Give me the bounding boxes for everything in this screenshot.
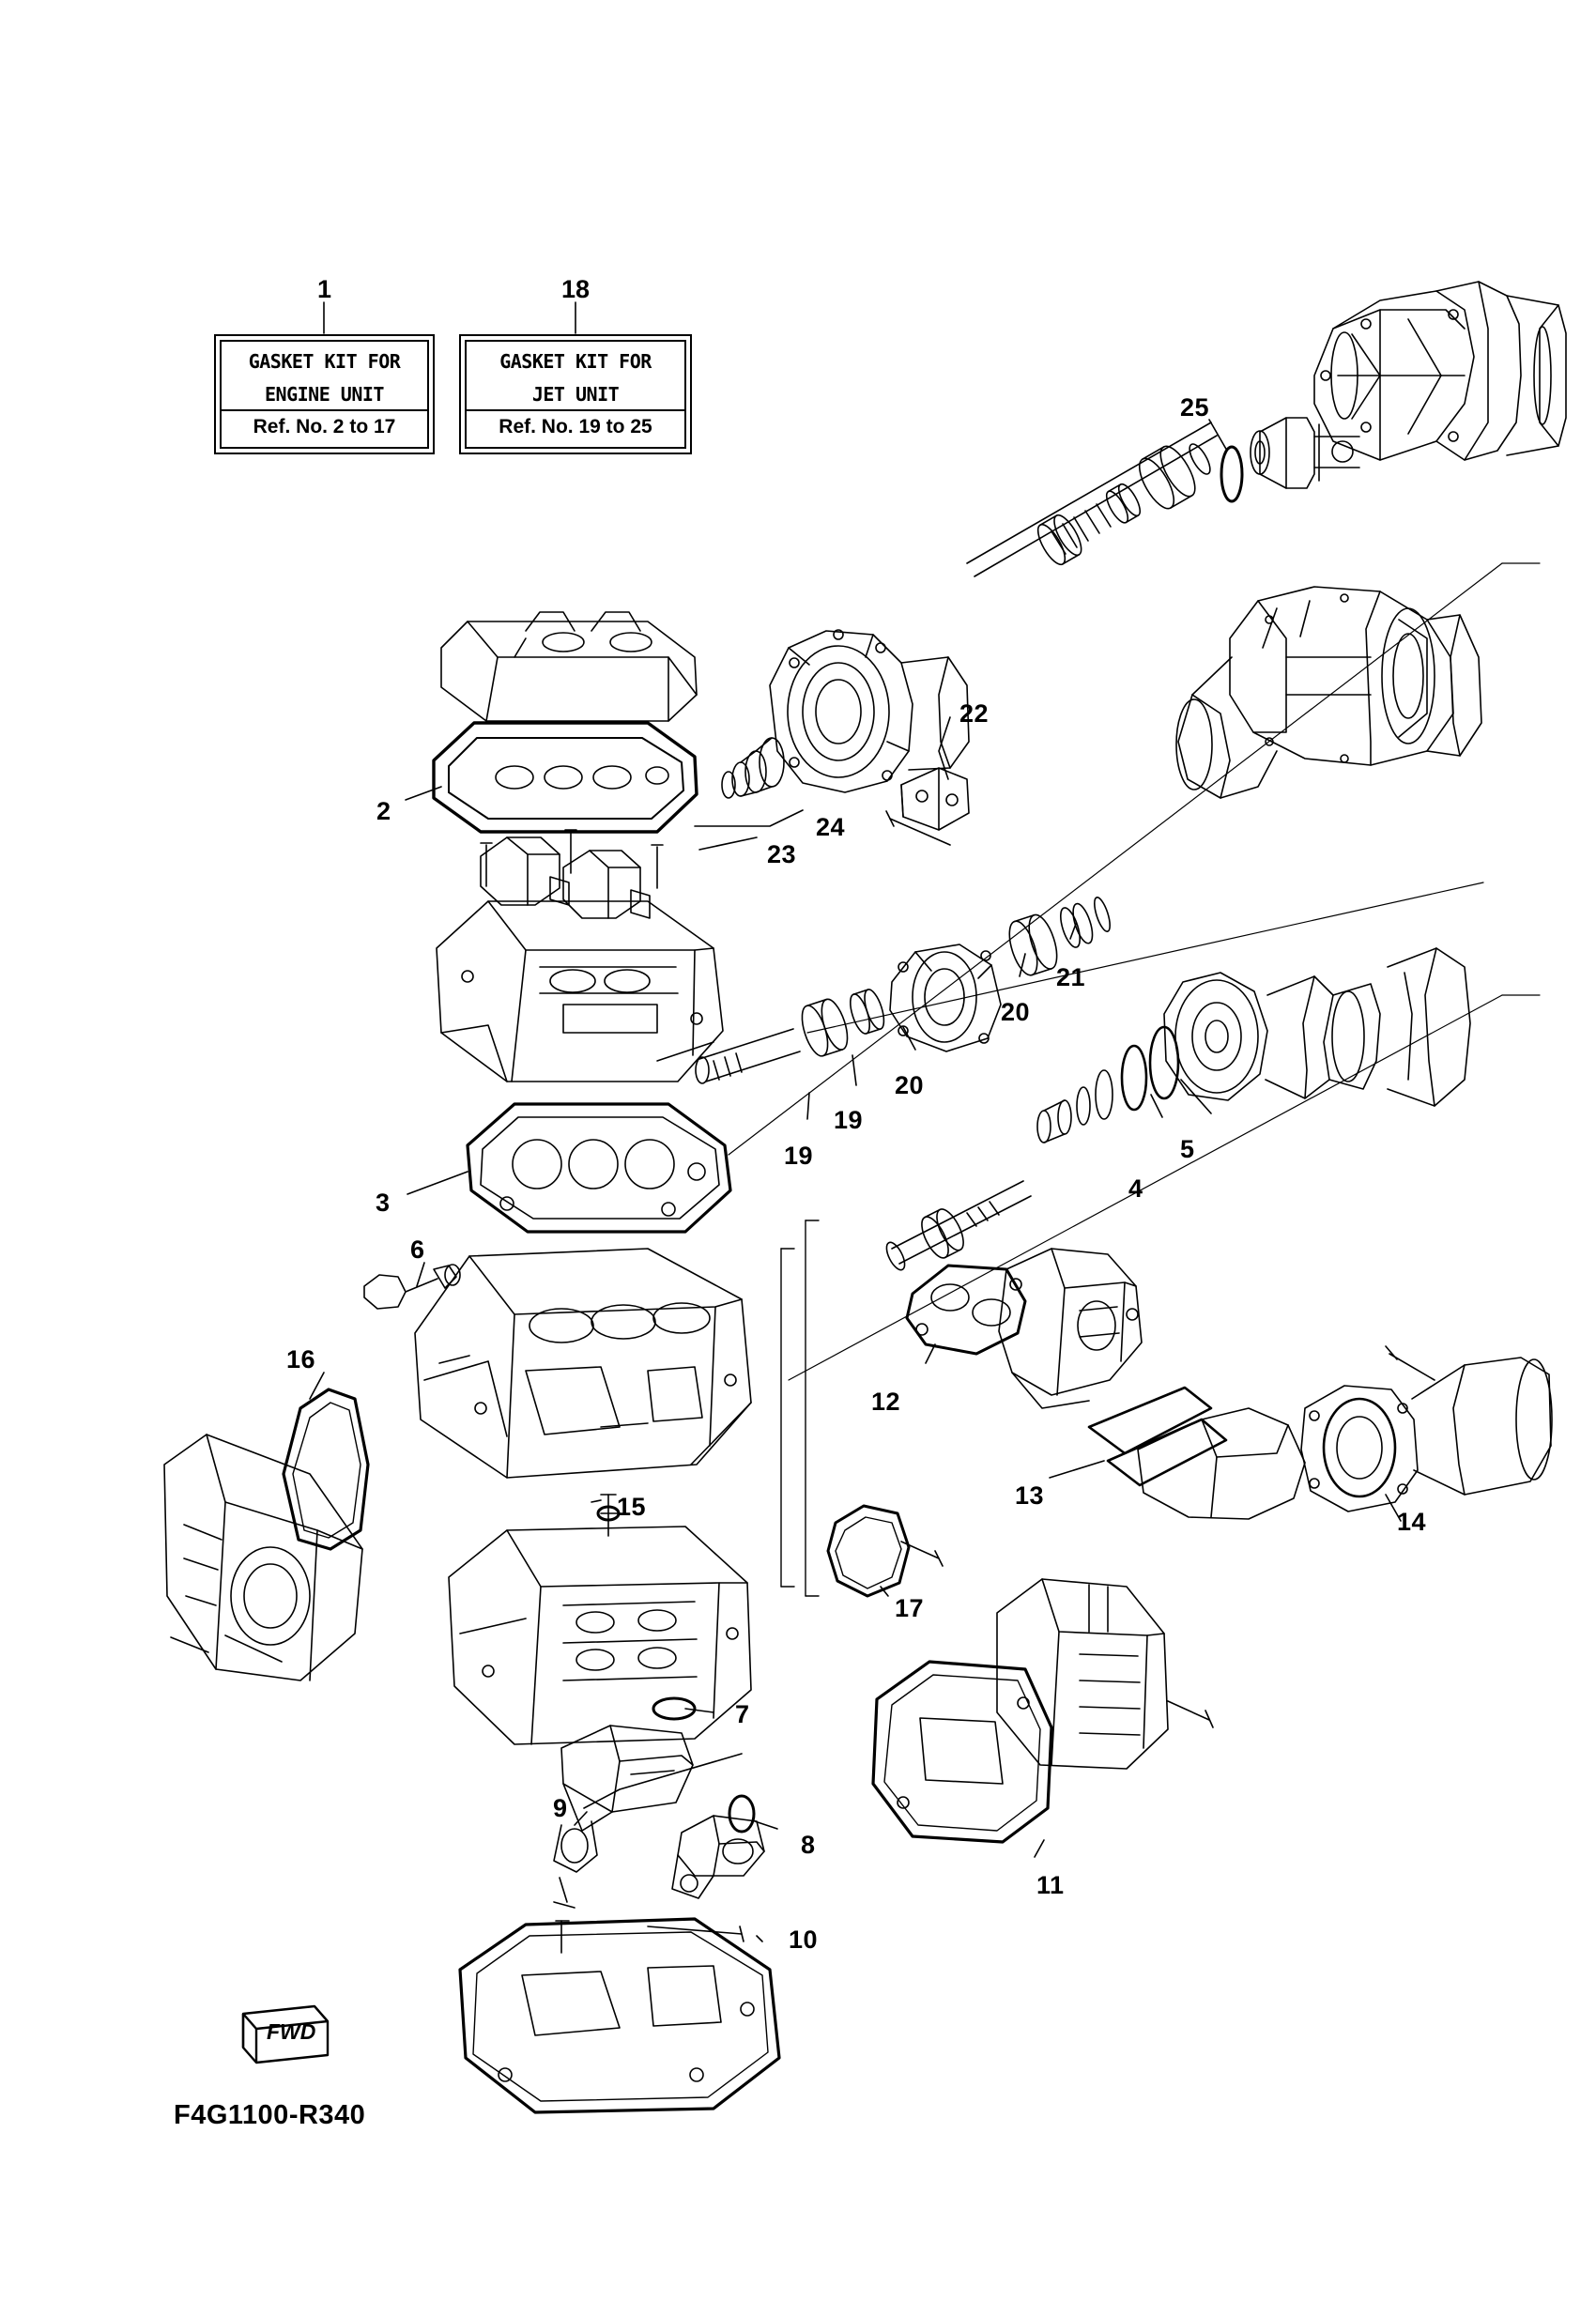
- callout-number: 6: [410, 1235, 425, 1264]
- legend-number-18: 18: [561, 275, 591, 303]
- callout-number: 19: [784, 1142, 814, 1170]
- callout-number: 17: [895, 1594, 925, 1622]
- callout-number: 19: [834, 1106, 864, 1134]
- legend-number-1: 1: [317, 275, 332, 303]
- callout-number: 12: [871, 1388, 901, 1416]
- legend-inner: [220, 340, 429, 449]
- callout-number: 15: [617, 1493, 647, 1521]
- legend-line-1: GASKET KIT FOR: [248, 350, 401, 373]
- callout-number: 8: [801, 1831, 816, 1859]
- fwd-direction-marker: [238, 2001, 335, 2068]
- callout-number: 25: [1180, 393, 1210, 422]
- callout-number: 16: [286, 1345, 316, 1373]
- callout-number: 4: [1128, 1174, 1143, 1203]
- callout-number: 23: [767, 840, 797, 868]
- drawing-code: F4G1100-R340: [174, 2100, 366, 2130]
- callout-number: 5: [1180, 1135, 1195, 1163]
- legend-line-3: Ref. No. 19 to 25: [499, 416, 652, 437]
- fwd-label: FWD: [267, 2019, 316, 2044]
- callout-number: 20: [895, 1071, 925, 1099]
- legend-line-2: ENGINE UNIT: [265, 383, 384, 406]
- callout-number: 24: [816, 813, 846, 841]
- legend-line-2: JET UNIT: [531, 383, 620, 406]
- legend-box-jet-unit: [459, 334, 692, 454]
- callout-number: 10: [789, 1926, 819, 1954]
- callout-number: 22: [959, 699, 990, 728]
- legend-line-3: Ref. No. 2 to 17: [253, 416, 396, 437]
- callout-number: 3: [376, 1189, 391, 1217]
- callout-number: 13: [1015, 1481, 1045, 1510]
- legend-line-1: GASKET KIT FOR: [499, 350, 652, 373]
- legend-inner: [465, 340, 686, 449]
- callout-number: 20: [1001, 998, 1031, 1026]
- callout-number: 2: [376, 797, 391, 825]
- callout-number: 11: [1036, 1871, 1065, 1899]
- callout-number: 9: [553, 1794, 568, 1822]
- legend-box-engine-unit: [214, 334, 435, 454]
- callout-number: 14: [1397, 1508, 1427, 1536]
- callout-number: 21: [1056, 963, 1086, 991]
- callout-number: 7: [735, 1700, 750, 1728]
